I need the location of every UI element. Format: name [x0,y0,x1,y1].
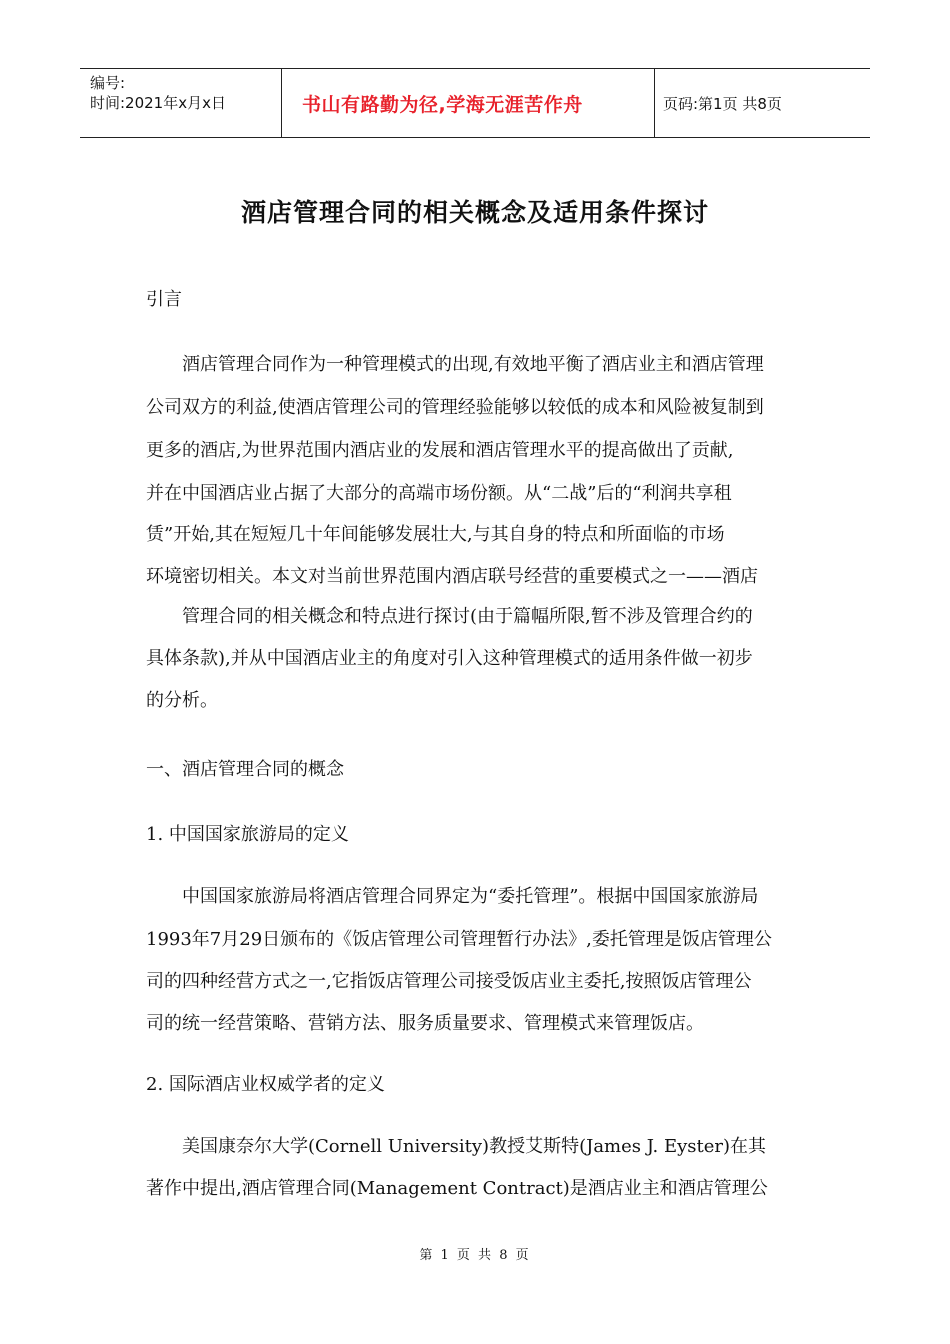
header-motto-cell [281,69,655,137]
page-info: 页码:第1页 共8页 [663,94,782,113]
intro-line: 更多的酒店,为世界范围内酒店业的发展和酒店管理水平的提高做出了贡献, [146,440,734,461]
sub1-line: 司的四种经营方式之一,它指饭店管理公司接受饭店业主委托,按照饭店管理公 [146,971,752,992]
sub1-line: 1993年7月29日颁布的《饭店管理公司管理暂行办法》,委托管理是饭店管理公 [146,929,772,950]
intro-line: 具体条款),并从中国酒店业主的角度对引入这种管理模式的适用条件做一初步 [146,648,753,669]
sub1-line: 中国国家旅游局将酒店管理合同界定为“委托管理”。根据中国国家旅游局 [182,886,759,907]
intro-line: 赁”开始,其在短短几十年间能够发展壮大,与其自身的特点和所面临的市场 [146,524,725,545]
header-meta [80,69,281,137]
intro-line: 环境密切相关。本文对当前世界范围内酒店联号经营的重要模式之一——酒店 [146,566,758,587]
header-table [80,68,870,138]
intro-line: 的分析。 [146,690,218,711]
intro-line: 酒店管理合同作为一种管理模式的出现,有效地平衡了酒店业主和酒店管理 [182,354,764,375]
header-page-cell [655,69,870,137]
subsection-heading: 2. 国际酒店业权威学者的定义 [146,1074,385,1095]
number-label: 编号: [90,74,126,92]
intro-line: 管理合同的相关概念和特点进行探讨(由于篇幅所限,暂不涉及管理合约的 [182,606,753,627]
page-footer: 第 1 页 共 8 页 [419,1248,531,1263]
sub1-line: 司的统一经营策略、营销方法、服务质量要求、管理模式来管理饭店。 [146,1013,704,1034]
sub2-line: 著作中提出,酒店管理合同(Management Contract)是酒店业主和酒店管理公 [146,1178,768,1199]
sub2-line: 美国康奈尔大学(Cornell University)教授艾斯特(James J. Eyster)在其 [182,1136,767,1157]
motto: 书山有路勤为径,学海无涯苦作舟 [302,93,583,116]
document-title: 酒店管理合同的相关概念及适用条件探讨 [240,198,709,227]
subsection-heading: 1. 中国国家旅游局的定义 [146,824,349,845]
time-label: 时间:2021年x月x日 [90,94,226,112]
intro-line: 公司双方的利益,使酒店管理公司的管理经验能够以较低的成本和风险被复制到 [146,397,764,418]
intro-line: 并在中国酒店业占据了大部分的高端市场份额。从“二战”后的“利润共享租 [146,483,732,504]
intro-heading: 引言 [146,289,182,310]
section-heading: 一、酒店管理合同的概念 [146,759,344,780]
